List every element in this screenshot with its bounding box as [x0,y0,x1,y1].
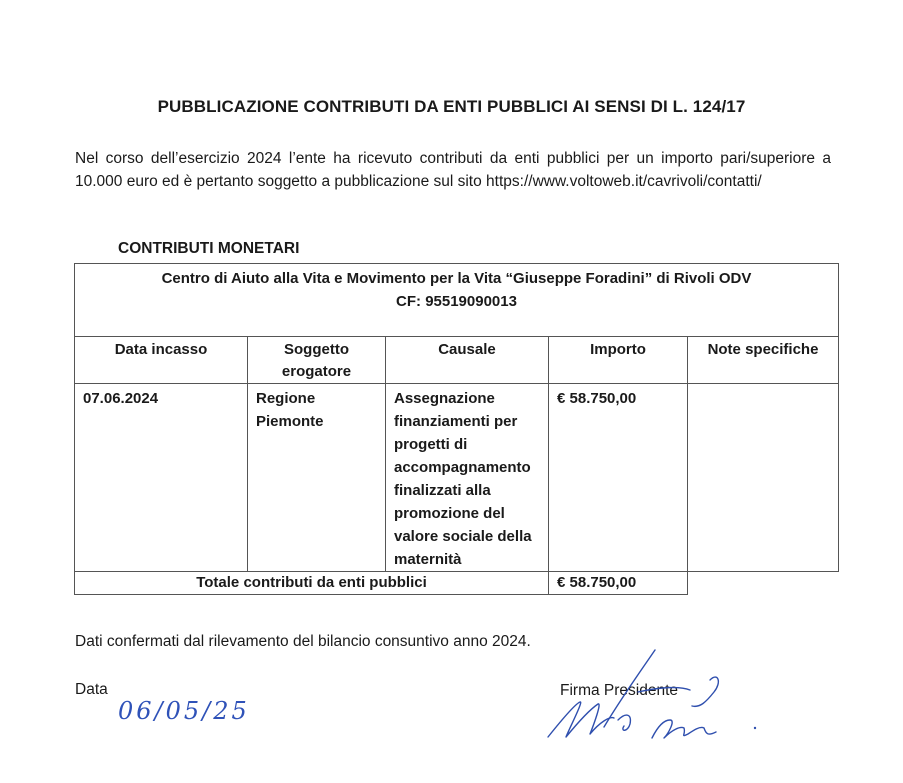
header-date: Data incasso [75,337,248,384]
section-label: CONTRIBUTI MONETARI [118,240,300,257]
total-label: Totale contributi da enti pubblici [75,572,549,595]
president-signature [540,642,770,752]
confirmation-text: Dati confermati dal rilevamento del bilancio consuntivo anno 2024. [75,633,531,650]
handwritten-date: 06/05/25 [118,697,250,725]
cell-notes [688,384,839,572]
header-subject-text: Soggetto erogatore [281,341,352,380]
organization-header [75,264,839,337]
page-title: PUBBLICAZIONE CONTRIBUTI DA ENTI PUBBLICI AI SENSI DI L. 124/17 [157,97,746,116]
contributions-table [74,263,839,595]
contributions-table-wrapper [74,263,839,595]
cell-subject-text: Regione Piemonte [256,390,324,430]
signature-label: Firma Presidente [560,682,679,699]
cell-date: 07.06.2024 [75,384,248,572]
date-label: Data [75,681,108,698]
total-value: € 58.750,00 [549,572,688,595]
organization-name: Centro di Aiuto alla Vita e Movimento per la Vita “Giuseppe Foradini” di Rivoli ODV [161,270,752,287]
total-row [75,572,839,595]
organization-cf: CF: 95519090013 [396,293,517,310]
header-subject [248,337,386,384]
cell-cause: Assegnazione finanziamenti per progetti di accompagnamento finalizzati alla promozione del valore sociale della maternità [386,384,549,572]
table-row [75,384,839,572]
header-cause: Causale [386,337,549,384]
cell-subject [248,384,386,572]
intro-paragraph: Nel corso dell’esercizio 2024 l’ente ha ricevuto contributi da enti pubblici per un importo pari/superiore a 10.000 euro ed è pertanto soggetto a pubblicazione sul sito https://www.voltoweb.it/cavrivoli/contatti/ [75,150,831,190]
cell-amount: € 58.750,00 [549,384,688,572]
table-header-row [75,337,839,384]
header-notes: Note specifiche [688,337,839,384]
header-amount: Importo [549,337,688,384]
total-empty-cell [688,572,839,595]
